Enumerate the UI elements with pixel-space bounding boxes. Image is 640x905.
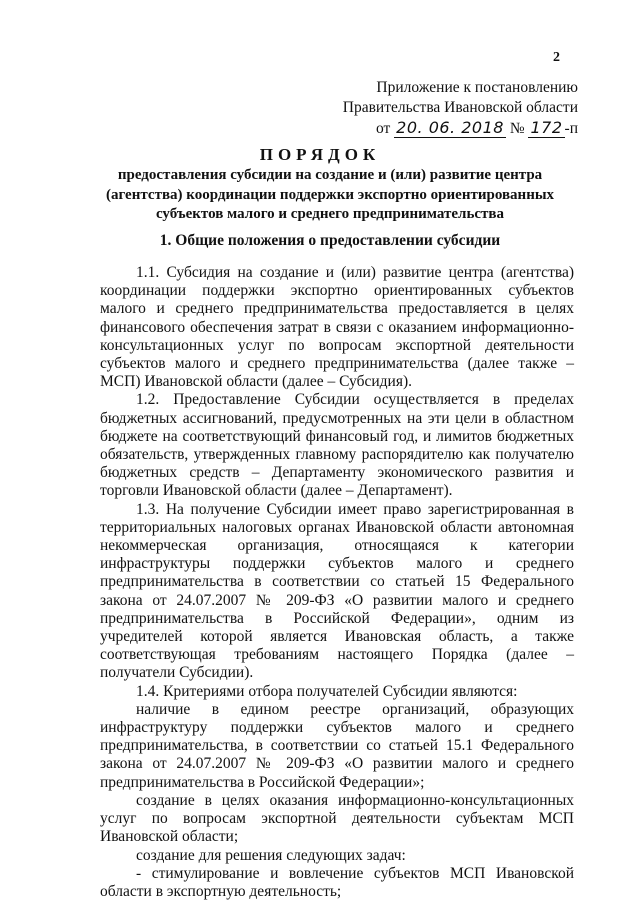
appendix-line-3: [318, 118, 578, 139]
page-number: 2: [553, 50, 560, 65]
appendix-suffix: -п: [564, 120, 578, 137]
appendix-line-2: Правительства Ивановской области: [342, 99, 578, 116]
document-title: ПОРЯДОК: [259, 145, 381, 164]
appendix-date: 20. 06. 2018: [396, 118, 504, 137]
criterion-tasks: создание для решения следующих задач:: [136, 846, 406, 864]
section-heading: 1. Общие положения о предоставлении субсидии: [159, 232, 501, 249]
criterion-consulting: создание в целях оказания информационно-консультационных услуг по вопросам экспортной деятельности субъектам МСП Ивановской области;: [100, 791, 574, 846]
appendix-number: 172: [530, 118, 563, 137]
appendix-number-label: №: [509, 120, 525, 137]
task-item-1: - стимулирование и вовлечение субъектов МСП Ивановской области в экспортную деятельность;: [100, 864, 574, 900]
appendix-block: [318, 78, 578, 139]
paragraph-1-1: 1.1. Субсидия на создание и (или) развитие центра (агентства) координации поддержки экспортно ориентированных субъектов малого и среднего предпринимательства предоставляется в целях финансового обеспечения затрат в связи с оказанием информационно-консультационных услуг по вопросам экспортной деятельности субъектов малого и среднего предпринимательства (далее также – МСП) Ивановской области (далее – Субсидия).: [100, 264, 574, 391]
paragraph-1-2: 1.2. Предоставление Субсидии осуществляется в пределах бюджетных ассигнований, предусмотренных на эти цели в областном бюджете на соответствующий финансовый год, и лимитов бюджетных обязательств, утвержденных главному распорядителю как получателю бюджетных средств – Департаменту экономического развития и торговли Ивановской области (далее – Департамент).: [100, 391, 574, 500]
criterion-registry: наличие в едином реестре организаций, образующих инфраструктуру поддержки субъектов малого и среднего предпринимательства, в соответствии со статьей 15.1 Федерального закона от 24.07.2007 № 209-ФЗ «О развитии малого и среднего предпринимательства в Российской Федерации»;: [100, 700, 574, 791]
appendix-from-label: от: [375, 120, 391, 137]
paragraph-1-3: 1.3. На получение Субсидии имеет право зарегистрированная в территориальных налоговых органах Ивановской области автономная некоммерческая организация, относящаяся к категории инфраструктуры поддержки субъектов малого и среднего предпринимательства в соответствии со статьей 15 Федерального закона от 24.07.2007 № 209-ФЗ «О развитии малого и среднего предпринимательства в Российской Федерации», одним из учредителей которой является Ивановская область, а также соответствующая требованиям настоящего Порядка (далее – получатели Субсидии).: [100, 500, 574, 682]
document-subtitle: предоставления субсидии на создание и (или) развитие центра (агентства) координации поддержки экспортно ориентированных субъектов малого и среднего предпринимательства: [105, 167, 555, 222]
paragraph-1-4: 1.4. Критериями отбора получателей Субсидии являются:: [136, 682, 518, 700]
section-body: [100, 264, 574, 901]
appendix-line-1: Приложение к постановлению: [376, 79, 578, 96]
